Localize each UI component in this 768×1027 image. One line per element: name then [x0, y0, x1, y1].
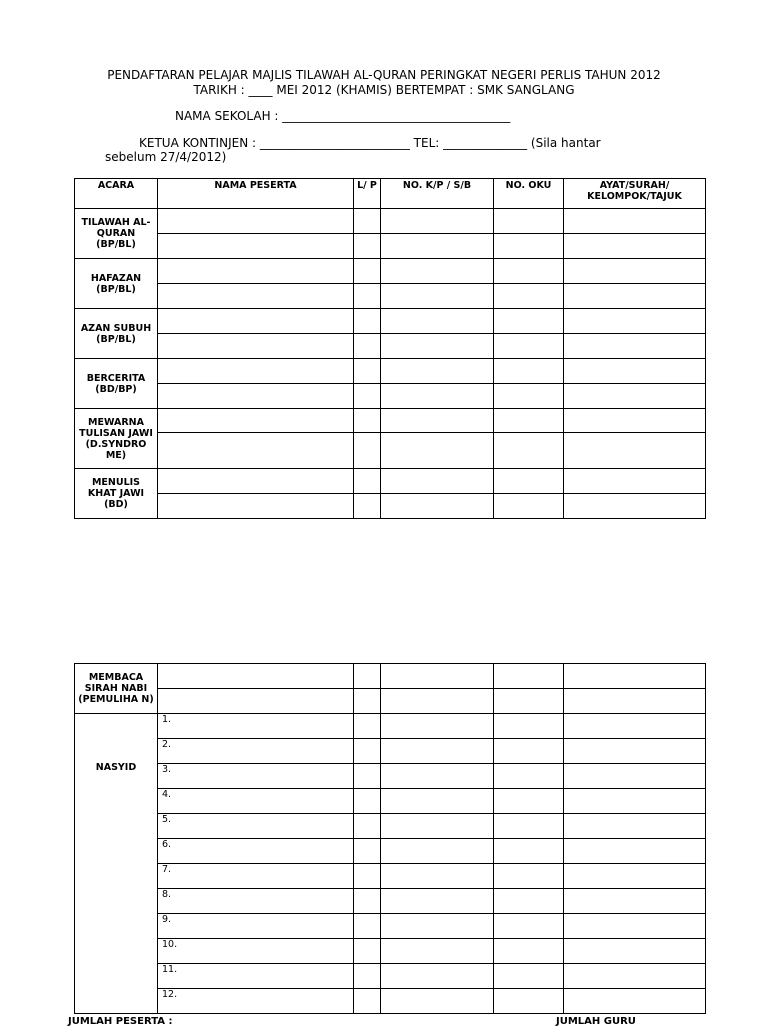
- input-cell[interactable]: [381, 689, 494, 714]
- input-cell[interactable]: [158, 494, 354, 519]
- category-tilawah: TILAWAH AL-QURAN (BP/BL): [75, 209, 158, 259]
- input-cell[interactable]: [354, 209, 381, 234]
- nasyid-row-1[interactable]: 1.: [158, 714, 354, 739]
- nasyid-row-5[interactable]: 5.: [158, 814, 354, 839]
- input-cell[interactable]: [381, 409, 494, 433]
- input-cell[interactable]: [158, 409, 354, 433]
- nasyid-row-6[interactable]: 6.: [158, 839, 354, 864]
- input-cell[interactable]: [354, 309, 381, 334]
- input-cell[interactable]: [354, 789, 381, 814]
- category-mewarna-jawi: MEWARNA TULISAN JAWI (D.SYNDRO ME): [75, 409, 158, 469]
- input-cell[interactable]: [381, 384, 494, 409]
- input-cell[interactable]: [564, 469, 706, 494]
- input-cell[interactable]: [494, 814, 564, 839]
- input-cell[interactable]: [158, 384, 354, 409]
- input-cell[interactable]: [564, 209, 706, 234]
- input-cell[interactable]: [354, 839, 381, 864]
- input-cell[interactable]: [158, 309, 354, 334]
- nasyid-row-8[interactable]: 8.: [158, 889, 354, 914]
- nasyid-row-2[interactable]: 2.: [158, 739, 354, 764]
- input-cell[interactable]: [494, 764, 564, 789]
- header-no-kp: NO. K/P / S/B: [381, 179, 494, 209]
- input-cell[interactable]: [158, 469, 354, 494]
- input-cell[interactable]: [381, 839, 494, 864]
- header-lp: L/ P: [354, 179, 381, 209]
- nasyid-row-4[interactable]: 4.: [158, 789, 354, 814]
- nasyid-row-7[interactable]: 7.: [158, 864, 354, 889]
- input-cell[interactable]: [354, 739, 381, 764]
- input-cell[interactable]: [494, 309, 564, 334]
- input-cell[interactable]: [158, 234, 354, 259]
- input-cell[interactable]: [494, 359, 564, 384]
- input-cell[interactable]: [564, 664, 706, 689]
- input-cell[interactable]: [354, 814, 381, 839]
- school-name-line: NAMA SEKOLAH : ______________________________________: [175, 109, 511, 123]
- registration-table-secondary: [74, 663, 706, 1014]
- input-cell[interactable]: [564, 334, 706, 359]
- input-cell[interactable]: [381, 334, 494, 359]
- input-cell[interactable]: [381, 664, 494, 689]
- input-cell[interactable]: [564, 789, 706, 814]
- category-membaca-sirah: MEMBACA SIRAH NABI (PEMULIHA N): [75, 664, 158, 714]
- input-cell[interactable]: [494, 409, 564, 433]
- input-cell[interactable]: [381, 739, 494, 764]
- input-cell[interactable]: [158, 664, 354, 689]
- input-cell[interactable]: [354, 409, 381, 433]
- input-cell[interactable]: [381, 259, 494, 284]
- input-cell[interactable]: [494, 334, 564, 359]
- input-cell[interactable]: [354, 334, 381, 359]
- input-cell[interactable]: [381, 964, 494, 989]
- input-cell[interactable]: [494, 209, 564, 234]
- input-cell[interactable]: [354, 494, 381, 519]
- input-cell[interactable]: [354, 284, 381, 309]
- input-cell[interactable]: [494, 469, 564, 494]
- input-cell[interactable]: [494, 964, 564, 989]
- date-venue-line: TARIKH : ____ MEI 2012 (KHAMIS) BERTEMPAT : SMK SANGLANG: [193, 83, 575, 97]
- input-cell[interactable]: [564, 234, 706, 259]
- nasyid-row-12[interactable]: 12.: [158, 989, 354, 1014]
- input-cell[interactable]: [564, 989, 706, 1014]
- input-cell[interactable]: [564, 814, 706, 839]
- input-cell[interactable]: [354, 433, 381, 469]
- input-cell[interactable]: [564, 839, 706, 864]
- input-cell[interactable]: [354, 689, 381, 714]
- input-cell[interactable]: [494, 889, 564, 914]
- input-cell[interactable]: [354, 864, 381, 889]
- input-cell[interactable]: [494, 914, 564, 939]
- input-cell[interactable]: [354, 764, 381, 789]
- input-cell[interactable]: [381, 914, 494, 939]
- input-cell[interactable]: [564, 889, 706, 914]
- input-cell[interactable]: [381, 494, 494, 519]
- nasyid-row-9[interactable]: 9.: [158, 914, 354, 939]
- category-azan-subuh: AZAN SUBUH (BP/BL): [75, 309, 158, 359]
- total-participants-label: JUMLAH PESERTA :: [68, 1016, 173, 1027]
- input-cell[interactable]: [564, 914, 706, 939]
- input-cell[interactable]: [564, 309, 706, 334]
- input-cell[interactable]: [158, 259, 354, 284]
- input-cell[interactable]: [381, 359, 494, 384]
- input-cell[interactable]: [354, 889, 381, 914]
- input-cell[interactable]: [381, 433, 494, 469]
- input-cell[interactable]: [494, 384, 564, 409]
- input-cell[interactable]: [381, 234, 494, 259]
- total-teachers-label: JUMLAH GURU: [556, 1016, 636, 1027]
- input-cell[interactable]: [494, 433, 564, 469]
- input-cell[interactable]: [494, 739, 564, 764]
- input-cell[interactable]: [354, 234, 381, 259]
- input-cell[interactable]: [564, 739, 706, 764]
- input-cell[interactable]: [354, 664, 381, 689]
- input-cell[interactable]: [494, 664, 564, 689]
- input-cell[interactable]: [564, 359, 706, 384]
- input-cell[interactable]: [158, 284, 354, 309]
- input-cell[interactable]: [494, 989, 564, 1014]
- input-cell[interactable]: [354, 259, 381, 284]
- input-cell[interactable]: [564, 714, 706, 739]
- input-cell[interactable]: [158, 209, 354, 234]
- input-cell[interactable]: [354, 714, 381, 739]
- input-cell[interactable]: [381, 209, 494, 234]
- input-cell[interactable]: [494, 939, 564, 964]
- nasyid-row-11[interactable]: 11.: [158, 964, 354, 989]
- category-menulis-khat: MENULIS KHAT JAWI (BD): [75, 469, 158, 519]
- input-cell[interactable]: [158, 689, 354, 714]
- input-cell[interactable]: [354, 384, 381, 409]
- input-cell[interactable]: [354, 914, 381, 939]
- input-cell[interactable]: [381, 469, 494, 494]
- input-cell[interactable]: [381, 889, 494, 914]
- category-nasyid: NASYID: [75, 714, 158, 1014]
- header-ayat-surah: AYAT/SURAH/ KELOMPOK/TAJUK: [564, 179, 706, 209]
- nasyid-row-3[interactable]: 3.: [158, 764, 354, 789]
- input-cell[interactable]: [381, 714, 494, 739]
- input-cell[interactable]: [381, 789, 494, 814]
- input-cell[interactable]: [158, 359, 354, 384]
- input-cell[interactable]: [158, 334, 354, 359]
- input-cell[interactable]: [564, 764, 706, 789]
- header-nama-peserta: NAMA PESERTA: [158, 179, 354, 209]
- input-cell[interactable]: [564, 384, 706, 409]
- input-cell[interactable]: [494, 789, 564, 814]
- input-cell[interactable]: [381, 939, 494, 964]
- header-acara: ACARA: [75, 179, 158, 209]
- nasyid-row-10[interactable]: 10.: [158, 939, 354, 964]
- input-cell[interactable]: [158, 433, 354, 469]
- input-cell[interactable]: [564, 409, 706, 433]
- form-title: PENDAFTARAN PELAJAR MAJLIS TILAWAH AL-QURAN PERINGKAT NEGERI PERLIS TAHUN 2012: [107, 68, 661, 82]
- input-cell[interactable]: [381, 814, 494, 839]
- category-hafazan: HAFAZAN (BP/BL): [75, 259, 158, 309]
- input-cell[interactable]: [381, 989, 494, 1014]
- input-cell[interactable]: [381, 864, 494, 889]
- input-cell[interactable]: [564, 864, 706, 889]
- input-cell[interactable]: [354, 964, 381, 989]
- input-cell[interactable]: [564, 494, 706, 519]
- input-cell[interactable]: [494, 234, 564, 259]
- input-cell[interactable]: [564, 964, 706, 989]
- input-cell[interactable]: [494, 714, 564, 739]
- input-cell[interactable]: [354, 989, 381, 1014]
- header-no-oku: NO. OKU: [494, 179, 564, 209]
- input-cell[interactable]: [494, 839, 564, 864]
- input-cell[interactable]: [564, 259, 706, 284]
- input-cell[interactable]: [564, 689, 706, 714]
- input-cell[interactable]: [494, 689, 564, 714]
- input-cell[interactable]: [381, 284, 494, 309]
- registration-table-main: [74, 178, 706, 519]
- input-cell[interactable]: [494, 864, 564, 889]
- input-cell[interactable]: [494, 259, 564, 284]
- submission-deadline-line: sebelum 27/4/2012): [105, 150, 227, 164]
- input-cell[interactable]: [564, 433, 706, 469]
- contingent-leader-line: KETUA KONTINJEN : _________________________ TEL: ______________ (Sila hantar: [139, 136, 601, 150]
- input-cell[interactable]: [354, 939, 381, 964]
- input-cell[interactable]: [564, 284, 706, 309]
- input-cell[interactable]: [381, 309, 494, 334]
- input-cell[interactable]: [564, 939, 706, 964]
- input-cell[interactable]: [494, 494, 564, 519]
- input-cell[interactable]: [381, 764, 494, 789]
- input-cell[interactable]: [354, 359, 381, 384]
- category-bercerita: BERCERITA (BD/BP): [75, 359, 158, 409]
- input-cell[interactable]: [494, 284, 564, 309]
- input-cell[interactable]: [354, 469, 381, 494]
